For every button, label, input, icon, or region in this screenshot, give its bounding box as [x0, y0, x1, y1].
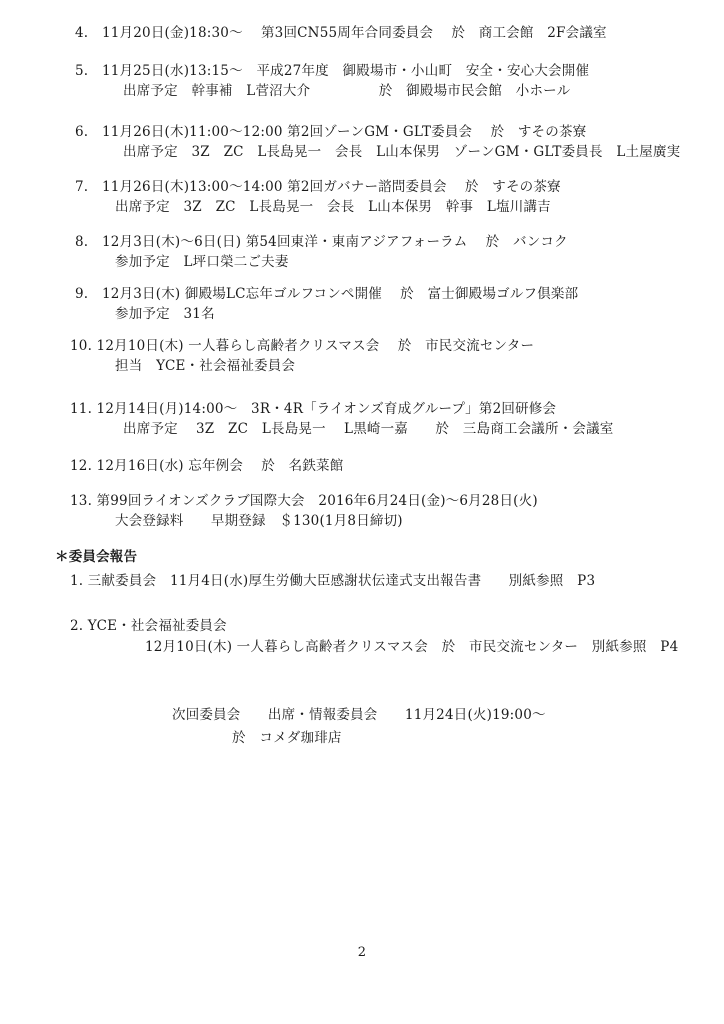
committee-report-heading: ＊委員会報告 — [55, 549, 138, 565]
schedule-item-13: 13. 第99回ライオンズクラブ国際大会 2016年6月24日(金)～6月28日(火) — [70, 493, 538, 509]
schedule-item-8-detail: 参加予定 L坪口榮二ご夫妻 — [115, 254, 289, 270]
schedule-item-5-detail: 出席予定 幹事補 L菅沼大介 於 御殿場市民会館 小ホール — [123, 83, 571, 99]
page-number: 2 — [357, 945, 367, 960]
schedule-item-4: 4. 11月20日(金)18:30～ 第3回CN55周年合同委員会 於 商工会館 2F会議室 — [75, 25, 607, 41]
schedule-item-13-detail: 大会登録料 早期登録 ＄130(1月8日締切) — [115, 513, 403, 529]
schedule-item-6-detail: 出席予定 3Z ZC L長島晃一 会長 L山本保男 ゾーンGM・GLT委員長 L土屋廣実 — [123, 144, 681, 160]
schedule-item-9-detail: 参加予定 31名 — [115, 306, 215, 322]
committee-report-item-2: 2. YCE・社会福祉委員会 — [70, 618, 227, 634]
next-meeting-venue: 於 コメダ珈琲店 — [232, 730, 342, 746]
schedule-item-12: 12. 12月16日(水) 忘年例会 於 名鉄菜館 — [70, 458, 344, 474]
committee-report-item-2-detail: 12月10日(木) 一人暮らし高齢者クリスマス会 於 市民交流センター 別紙参照 P4 — [145, 639, 679, 655]
schedule-item-10-detail: 担当 YCE・社会福祉委員会 — [115, 358, 296, 374]
next-meeting-line: 次回委員会 出席・情報委員会 11月24日(火)19:00～ — [172, 707, 546, 723]
schedule-item-11-detail: 出席予定 3Z ZC L長島晃一 L黒崎一嘉 於 三島商工会議所・会議室 — [123, 421, 614, 437]
schedule-item-11: 11. 12月14日(月)14:00～ 3R・4R「ライオンズ育成グループ」第2回研修会 — [70, 401, 557, 417]
schedule-item-9: 9. 12月3日(木) 御殿場LC忘年ゴルフコンペ開催 於 富士御殿場ゴルフ倶楽部 — [75, 286, 579, 302]
schedule-item-7-detail: 出席予定 3Z ZC L長島晃一 会長 L山本保男 幹事 L塩川講吉 — [115, 199, 551, 215]
schedule-item-6: 6. 11月26日(木)11:00～12:00 第2回ゾーンGM・GLT委員会 於 すその茶寮 — [75, 124, 587, 140]
schedule-item-8: 8. 12月3日(木)～6日(日) 第54回東洋・東南アジアフォーラム 於 バンコク — [75, 234, 568, 250]
schedule-item-10: 10. 12月10日(木) 一人暮らし高齢者クリスマス会 於 市民交流センター — [70, 338, 535, 354]
schedule-item-7: 7. 11月26日(木)13:00～14:00 第2回ガバナー諮問委員会 於 すその茶寮 — [75, 179, 561, 195]
committee-report-item-1: 1. 三献委員会 11月4日(水)厚生労働大臣感謝状伝達式支出報告書 別紙参照 P3 — [70, 573, 596, 589]
schedule-item-5: 5. 11月25日(水)13:15～ 平成27年度 御殿場市・小山町 安全・安心大会開催 — [75, 63, 590, 79]
